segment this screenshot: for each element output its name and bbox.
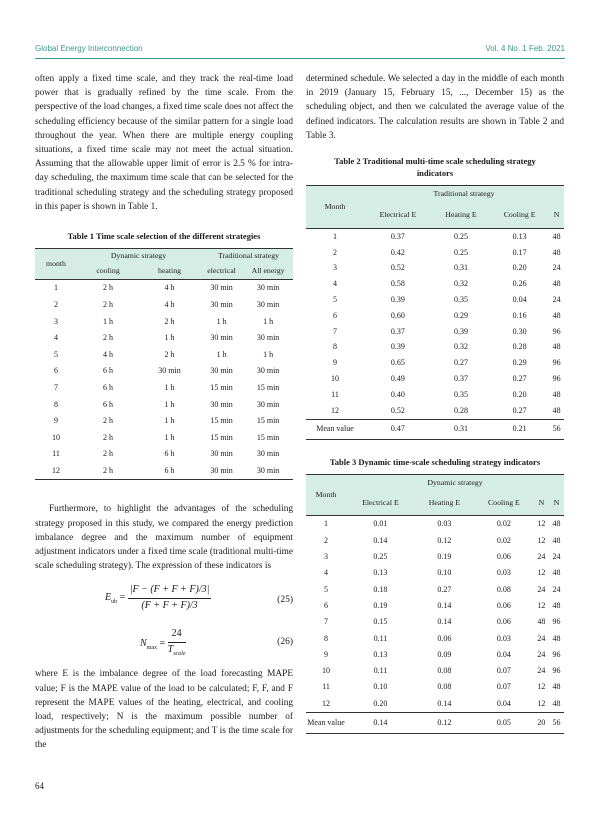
table2-caption [306, 155, 564, 179]
table-cell: 0.14 [437, 698, 452, 708]
table-cell: 1 h [103, 316, 114, 326]
table-cell: 0.12 [437, 717, 452, 727]
table-cell: 20 [537, 717, 546, 727]
table-cell: 0.28 [512, 342, 527, 352]
table3 [306, 474, 564, 734]
table-cell: 30 min [256, 465, 280, 475]
row-label: 2 [333, 247, 337, 257]
row-label: 5 [324, 584, 328, 594]
table-cell: 12 [537, 568, 546, 578]
row-label: 11 [322, 682, 330, 692]
row-label: 4 [324, 568, 328, 578]
row-label: 7 [324, 617, 328, 627]
table-cell: 0.35 [453, 295, 468, 304]
table-cell: 30 min [210, 465, 233, 475]
equation-label: (25) [277, 595, 293, 606]
col-header-cooling: cooling [96, 266, 120, 276]
table-cell: 0.37 [390, 326, 405, 336]
table-cell: 0.10 [437, 568, 452, 578]
table-cell: 2 h [164, 349, 175, 359]
eq-fraction [128, 583, 212, 612]
col-header-electrical: Electrical E [379, 209, 417, 219]
col-header-all-energy: All energy [251, 266, 285, 276]
row-label: Mean value [307, 717, 345, 727]
table-cell: 48 [552, 405, 561, 415]
table-cell: 0.02 [496, 519, 511, 529]
table-cell: 0.18 [373, 584, 388, 594]
table-cell: 0.14 [373, 717, 388, 727]
table-row [306, 403, 564, 419]
table-row [35, 330, 293, 347]
table-cell: 24 [537, 666, 546, 676]
table-cell: 15 min [256, 382, 280, 392]
col-header-electrical: electrical [207, 266, 236, 276]
table2 [306, 185, 564, 440]
table-cell: 0.08 [437, 666, 452, 676]
table-cell: 0.14 [437, 617, 452, 627]
row-label: Mean value [316, 424, 354, 434]
table-cell: 2 h [103, 449, 114, 459]
col-header-month: Month [324, 201, 346, 211]
table-cell: 1 h [164, 432, 175, 442]
row-label: 5 [333, 295, 337, 304]
col-header-cooling: Cooling E [487, 498, 520, 508]
table-cell: 4 h [103, 349, 114, 359]
table-row [35, 396, 293, 413]
table-cell: 0.19 [437, 552, 452, 562]
row-label: 3 [333, 263, 337, 273]
table-cell: 0.32 [453, 279, 468, 289]
table-cell: 30 min [210, 399, 233, 409]
running-header [35, 44, 565, 58]
table-cell: 2 h [103, 432, 114, 442]
table-cell: 48 [537, 617, 546, 627]
table-cell: 0.20 [512, 389, 527, 399]
table-cell: 2 h [103, 465, 114, 475]
journal-name: Global Energy Interconnection [35, 44, 143, 53]
table-cell: 48 [552, 698, 561, 708]
row-label: 1 [324, 519, 328, 529]
table3-caption: Table 3 Dynamic time-scale scheduling strategy indicators [329, 457, 541, 468]
table-row [306, 419, 564, 440]
table-cell: 30 min [256, 283, 280, 293]
table-row [306, 308, 564, 324]
col-header-heating: Heating E [445, 209, 477, 219]
col-header-traditional: Traditional strategy [218, 251, 279, 261]
table-cell: 12 [537, 519, 546, 529]
row-label: 6 [333, 310, 337, 320]
table-cell: 30 min [256, 399, 280, 409]
table-cell: 0.49 [390, 373, 405, 383]
table-cell: 56 [552, 424, 561, 434]
table-row [306, 549, 564, 565]
table-cell: 4 h [164, 300, 175, 310]
table-cell: 12 [537, 682, 546, 692]
table-cell: 24 [537, 649, 546, 659]
col-header-nupper: N [538, 498, 545, 508]
table-row [306, 229, 564, 245]
table-cell: 0.20 [512, 263, 527, 273]
table-cell: 2 h [103, 416, 114, 426]
table-cell: 0.37 [390, 231, 405, 241]
table-cell: 2 h [103, 300, 114, 310]
table-cell: 2 h [103, 283, 114, 293]
row-label: 6 [324, 600, 328, 610]
row-label: 4 [333, 279, 337, 289]
table-cell: 24 [552, 295, 561, 304]
table-cell: 48 [552, 231, 561, 241]
table-cell: 15 min [256, 432, 280, 442]
table-row [306, 647, 564, 663]
table-row [306, 387, 564, 403]
table-cell: 0.35 [453, 389, 468, 399]
table-row [306, 614, 564, 630]
eq-denominator: T [167, 643, 174, 655]
table-cell: 30 min [256, 366, 280, 376]
col-header-group: Dynamic strategy [427, 478, 483, 488]
table-cell: 0.14 [373, 535, 388, 545]
table-cell: 30 min [256, 333, 280, 343]
table-row [306, 663, 564, 679]
table-cell: 0.21 [512, 424, 527, 434]
table-cell: 12 [537, 600, 546, 610]
table-cell: 0.14 [437, 600, 452, 610]
table-cell: 30 min [210, 333, 233, 343]
table-cell: 24 [537, 584, 546, 594]
table-cell: 30 min [256, 449, 280, 459]
equation-25: $E_{ub}$ = $\frac{|F - (F + F + F)/3|}{(F + F + F)/3}$ (25) [35, 581, 293, 621]
table-cell: 0.11 [373, 666, 388, 676]
table-cell: 48 [552, 389, 561, 399]
table-cell: 0.37 [453, 373, 468, 383]
table-cell: 48 [552, 633, 561, 643]
table-row [35, 347, 293, 364]
eq-numerator: |F − (F + F + F)/3| [128, 583, 212, 598]
row-label: 1 [54, 283, 58, 293]
col-header-nlower: N [553, 498, 560, 508]
eq-denominator: (F + F + F)/3 [141, 599, 198, 611]
table-cell: 0.16 [512, 310, 527, 320]
table-cell: 6 h [103, 366, 114, 376]
table-cell: 6 h [164, 465, 175, 475]
table-cell: 48 [552, 279, 561, 289]
eq-numerator: 24 [168, 627, 186, 642]
row-label: 7 [54, 382, 58, 392]
eq-symbol: E [105, 592, 112, 604]
col-header-month: month [46, 259, 66, 269]
table-cell: 0.04 [496, 698, 511, 708]
table-cell: 12 [537, 535, 546, 545]
col-header-heating: heating [158, 266, 181, 276]
row-label: 2 [54, 300, 58, 310]
table-cell: 1 h [164, 333, 175, 343]
table-cell: 0.02 [496, 535, 511, 545]
equation-label: (26) [277, 637, 293, 648]
col-header-heating: Heating E [428, 498, 461, 508]
table-cell: 6 h [164, 449, 175, 459]
table-cell: 0.31 [453, 424, 468, 434]
header-rule [35, 58, 565, 59]
col-header-month: Month [315, 490, 337, 500]
table-cell: 0.12 [437, 535, 452, 545]
table-cell: 96 [552, 649, 561, 659]
row-label: 8 [324, 633, 328, 643]
table-row [306, 712, 564, 733]
paragraph: often apply a fixed time scale, and they track the real-time load power that is gradually refined by the time scale. From the perspective of the load changes, a fixed time scale does not affect the scheduling efficiency because of the similar pattern for a single load throughout the year. When there are multiple energy coupling situations, a fixed time scale may not meet the actual situation. Assuming that the allowable upper limit of error is 2.5 % for intra-day scheduling, the maximum time scale that can be selected for the traditional scheduling strategy and the scheduling strategy proposed in this paper is shown in Table 1. [35, 74, 293, 212]
table-cell: 15 min [256, 416, 280, 426]
table-cell: 0.06 [437, 633, 452, 643]
row-label: 3 [324, 552, 328, 562]
table-cell: 0.05 [496, 717, 511, 727]
table-cell: 48 [552, 568, 561, 578]
table-row [306, 598, 564, 614]
row-label: 9 [333, 358, 337, 368]
table-cell: 24 [537, 552, 546, 562]
row-label: 6 [54, 366, 58, 376]
table-cell: 6 h [103, 399, 114, 409]
table-cell: 0.06 [496, 617, 511, 627]
row-label: 2 [324, 535, 328, 545]
table-cell: 0.25 [453, 247, 468, 257]
table-row [306, 679, 564, 695]
table-cell: 30 min [158, 366, 181, 376]
row-label: 9 [54, 416, 58, 426]
col-header-nmax: N [553, 209, 560, 219]
right-column [306, 72, 564, 734]
table-cell: 0.58 [390, 279, 405, 289]
table-row [306, 324, 564, 340]
caption-line: Table 2 Traditional multi-time scale scheduling strategy [334, 156, 536, 167]
table-cell: 0.09 [437, 649, 452, 659]
table-cell: 24 [537, 633, 546, 643]
table-cell: 96 [552, 617, 561, 627]
row-label: 10 [52, 432, 60, 442]
table-cell: 1 h [164, 382, 175, 392]
table-row [35, 313, 293, 330]
table-cell: 2 h [164, 316, 175, 326]
table-cell: 0.39 [390, 295, 405, 304]
table-row [306, 261, 564, 277]
table-row [306, 533, 564, 549]
table-cell: 0.07 [496, 666, 511, 676]
table-cell: 48 [552, 310, 561, 320]
table-cell: 0.52 [390, 263, 405, 273]
row-label: 3 [54, 316, 58, 326]
table-row [35, 380, 293, 397]
table-row [35, 413, 293, 430]
table-cell: 0.32 [453, 342, 468, 352]
equation-26: $N_{max}$ = $\frac{24}{T_{scale}}$ (26) [35, 627, 293, 661]
table-cell: 0.31 [453, 263, 468, 273]
table-cell: 0.60 [390, 310, 405, 320]
col-header-electrical: Electrical E [362, 498, 399, 508]
table-cell: 24 [552, 552, 561, 562]
table-row [35, 280, 293, 297]
table-row [35, 446, 293, 463]
table-cell: 1 h [263, 316, 274, 326]
table-cell: 6 h [103, 382, 114, 392]
paragraph: determined schedule. We selected a day in the middle of each month in 2019 (January 15, February 15, ..., December 15) as the scheduling object, and then we calculated the average value of the defined indicators. The calculation results are shown in Table 2 and Table 3. [306, 74, 564, 141]
table-cell: 24 [552, 584, 561, 594]
table-cell: 0.27 [512, 405, 527, 415]
table-cell: 1 h [164, 399, 175, 409]
table-cell: 0.39 [390, 342, 405, 352]
table-row [306, 565, 564, 581]
table-cell: 0.06 [496, 600, 511, 610]
col-header-dynamic: Dynamic strategy [110, 251, 167, 261]
row-label: 7 [333, 326, 337, 336]
table-cell: 48 [552, 519, 561, 529]
table1 [35, 248, 293, 480]
table-cell: 48 [552, 247, 561, 257]
row-label: 5 [54, 349, 58, 359]
paragraph: Furthermore, to highlight the advantages of the scheduling strategy proposed in this study, we compared the energy prediction imbalance degree and the maximum number of equipment adjustment indicators under a fixed time scale (traditional multi-time scale scheduling strategy). The expression of these indicators is [35, 504, 293, 572]
table-row [306, 582, 564, 598]
left-column [35, 72, 293, 753]
table-cell: 1 h [216, 316, 227, 326]
table-row [35, 363, 293, 380]
table-cell: 0.03 [496, 633, 511, 643]
table-cell: 0.03 [437, 519, 452, 529]
table-cell: 0.39 [453, 326, 468, 336]
table-cell: 0.47 [390, 424, 405, 434]
table-row [306, 245, 564, 261]
table-cell: 96 [552, 666, 561, 676]
table-cell: 0.01 [373, 519, 388, 529]
table-cell: 2 h [103, 333, 114, 343]
table-cell: 0.13 [512, 231, 527, 241]
page-number: 64 [35, 781, 44, 791]
table-cell: 30 min [210, 366, 233, 376]
table-row [306, 340, 564, 356]
table1-caption: Table 1 Time scale selection of the different strategies [67, 231, 261, 242]
row-label: 1 [333, 231, 337, 241]
table-row [306, 371, 564, 387]
table-cell: 0.29 [453, 310, 468, 320]
table-cell: 48 [552, 535, 561, 545]
row-label: 11 [52, 449, 60, 459]
table-cell: 0.13 [373, 568, 388, 578]
table-cell: 0.04 [496, 649, 511, 659]
table-cell: 30 min [210, 283, 233, 293]
table-cell: 96 [552, 326, 561, 336]
table-cell: 0.08 [437, 682, 452, 692]
table-cell: 0.04 [512, 295, 527, 304]
table-row [306, 276, 564, 292]
table-cell: 0.65 [390, 358, 405, 368]
table-cell: 48 [552, 600, 561, 610]
table-cell: 96 [552, 373, 561, 383]
table-cell: 48 [552, 342, 561, 352]
table-cell: 0.25 [373, 552, 388, 562]
table-cell: 0.15 [373, 617, 388, 627]
row-label: 8 [333, 342, 337, 352]
col-header-cooling: Cooling E [503, 209, 536, 219]
row-label: 8 [54, 399, 58, 409]
table-cell: 0.28 [453, 405, 468, 415]
table-row [306, 355, 564, 371]
table-cell: 96 [552, 358, 561, 368]
table-cell: 0.11 [373, 633, 388, 643]
table-cell: 12 [537, 698, 546, 708]
table-cell: 1 h [263, 349, 274, 359]
table-cell: 0.08 [496, 584, 511, 594]
table-cell: 0.30 [512, 326, 527, 336]
table-cell: 15 min [210, 432, 233, 442]
col-header-group: Traditional strategy [433, 188, 495, 198]
row-label: 10 [331, 373, 339, 383]
caption-line: indicators [416, 168, 454, 179]
table-row [35, 430, 293, 447]
table-row [35, 297, 293, 314]
table-cell: 30 min [210, 449, 233, 459]
table-cell: 0.25 [453, 231, 468, 241]
row-label: 12 [322, 698, 330, 708]
table-cell: 0.27 [512, 373, 527, 383]
row-label: 9 [324, 649, 328, 659]
table-cell: 1 h [216, 349, 227, 359]
table-row [306, 630, 564, 646]
table-cell: 0.27 [453, 358, 468, 368]
table-cell: 30 min [256, 300, 280, 310]
table-cell: 0.26 [512, 279, 527, 289]
eq-symbol: N [140, 638, 147, 650]
table-cell: 0.27 [437, 584, 452, 594]
table-cell: 30 min [210, 300, 233, 310]
table-cell: 15 min [210, 382, 233, 392]
table-cell: 4 h [164, 283, 175, 293]
table-row [35, 463, 293, 480]
row-label: 12 [52, 465, 60, 475]
row-label: 10 [322, 666, 330, 676]
table-cell: 0.13 [373, 649, 388, 659]
table-cell: 15 min [210, 416, 233, 426]
table-cell: 0.20 [373, 698, 388, 708]
table-cell: 24 [552, 263, 561, 273]
table-cell: 0.07 [496, 682, 511, 692]
row-label: 11 [331, 389, 339, 399]
row-label: 4 [54, 333, 58, 343]
table-cell: 56 [552, 717, 561, 727]
table-cell: 1 h [164, 416, 175, 426]
table-row [306, 292, 564, 308]
table-cell: 0.19 [373, 600, 388, 610]
table-cell: 0.40 [390, 389, 405, 399]
table-cell: 0.52 [390, 405, 405, 415]
eq-subscript: max [146, 645, 158, 652]
row-label: 12 [331, 405, 339, 415]
table-cell: 0.29 [512, 358, 527, 368]
eq-subscript: scale [173, 650, 186, 657]
table-row [306, 696, 564, 713]
table-cell: 0.17 [512, 247, 527, 257]
eq-fraction [168, 627, 186, 660]
table-cell: 48 [552, 682, 561, 692]
paragraph: where E is the imbalance degree of the load forecasting MAPE value; F is the MAPE value of the load to be calculated; F, F, and F represent the MAPE values of the heating, electrical, and cooling load, respectively; N is the maximum possible number of adjustments for the scheduling equipment; and T is the time scale for the [35, 669, 293, 751]
issue-info: Vol. 4 No. 1 Feb. 2021 [485, 44, 565, 53]
table-row [306, 516, 564, 533]
table-cell: 0.06 [496, 552, 511, 562]
table-cell: 0.03 [496, 568, 511, 578]
table-cell: 0.10 [373, 682, 388, 692]
eq-subscript: ub [111, 599, 118, 606]
table-cell: 0.42 [390, 247, 405, 257]
